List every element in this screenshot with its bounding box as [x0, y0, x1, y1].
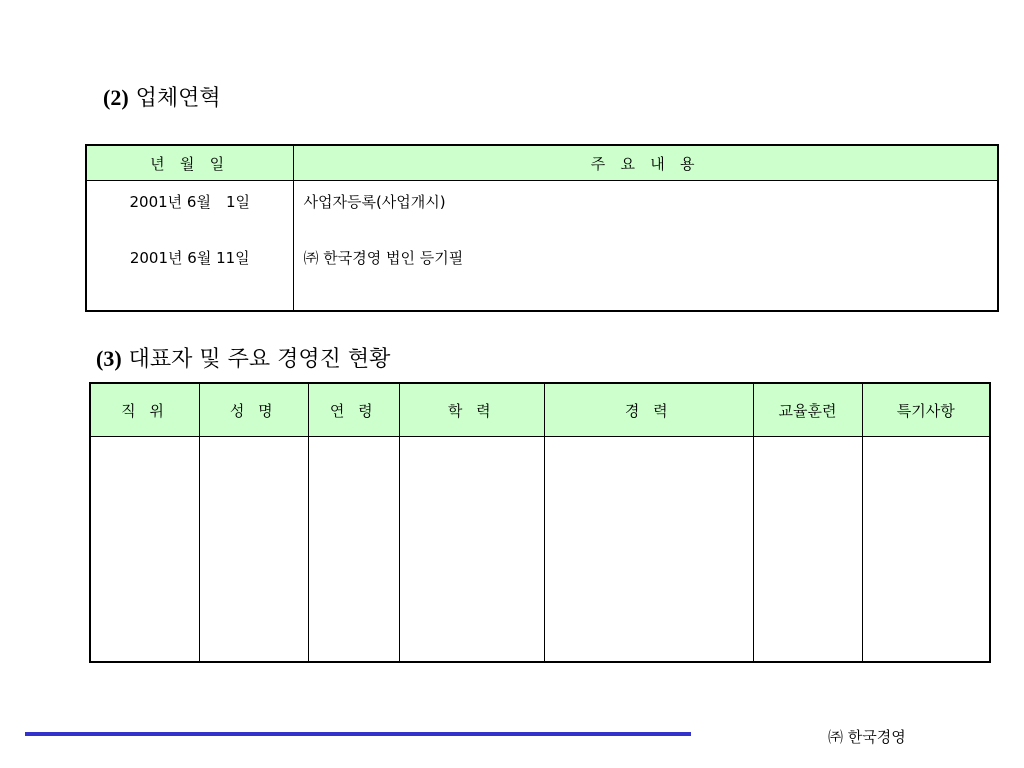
column-header-career: 경 력 [544, 383, 753, 437]
content-entry: ㈜ 한국경영 법인 등기필 [303, 249, 464, 267]
section-number: (2) [103, 85, 129, 110]
table-header-row [90, 383, 990, 437]
section-title: 업체연혁 [135, 86, 221, 111]
empty-cell [862, 437, 990, 663]
footer-company-name: ㈜ 한국경영 [828, 728, 906, 746]
column-header-age: 연 령 [308, 383, 399, 437]
section-title: 대표자 및 주요 경영진 현황 [128, 347, 391, 372]
empty-cell [199, 437, 308, 663]
table-row [86, 181, 998, 312]
table-header-row [86, 145, 998, 181]
empty-cell [399, 437, 544, 663]
column-header-content: 주 요 내 용 [293, 145, 998, 181]
column-header-position: 직 위 [90, 383, 199, 437]
empty-cell [753, 437, 862, 663]
content-entry: 사업자등록(사업개시) [303, 193, 446, 211]
column-header-education: 학 력 [399, 383, 544, 437]
table-row [90, 437, 990, 663]
footer-divider [25, 732, 691, 736]
column-header-remarks: 특기사항 [862, 383, 990, 437]
date-entry: 2001년 6월 11일 [129, 249, 250, 267]
section-heading-history [103, 87, 221, 110]
date-cell [86, 181, 293, 312]
column-header-training: 교율훈련 [753, 383, 862, 437]
column-header-name: 성 명 [199, 383, 308, 437]
empty-cell [308, 437, 399, 663]
column-header-date: 년 월 일 [86, 145, 293, 181]
empty-cell [544, 437, 753, 663]
executives-table [89, 382, 991, 663]
section-number: (3) [96, 346, 122, 371]
date-entry: 2001년 6월 1일 [129, 193, 250, 211]
empty-cell [90, 437, 199, 663]
section-heading-executives [96, 348, 390, 371]
history-table [85, 144, 999, 312]
content-cell [293, 181, 998, 312]
